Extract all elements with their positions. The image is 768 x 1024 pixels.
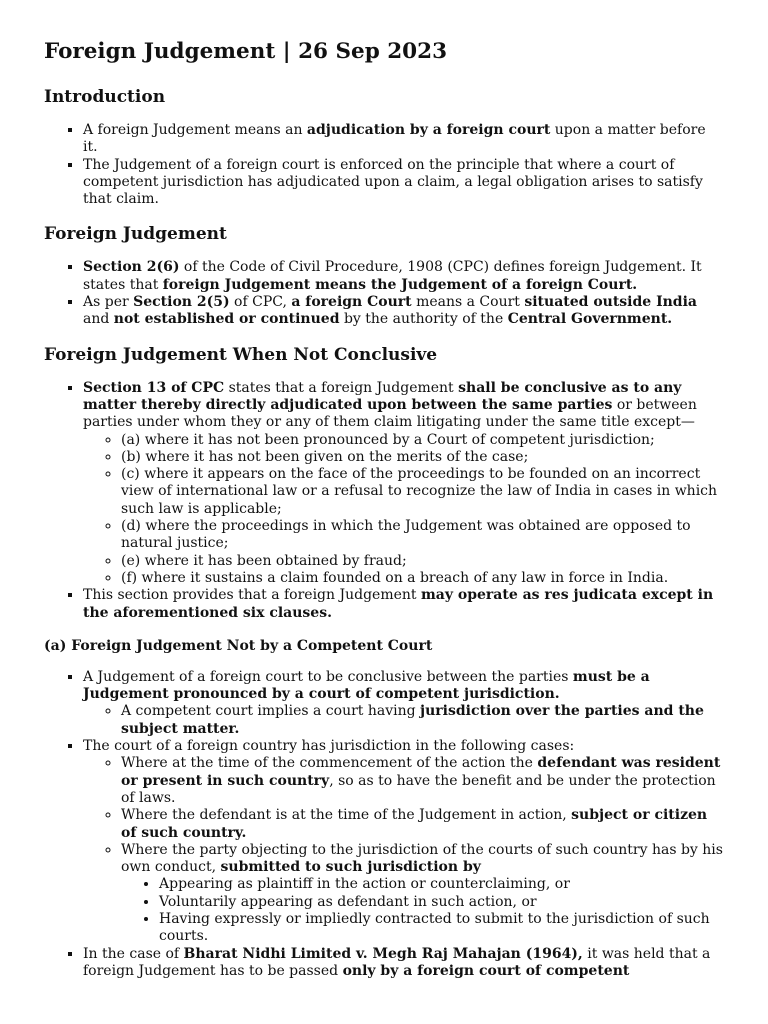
list-item (83, 669, 724, 738)
text: In the case of (83, 945, 184, 962)
bold-text: not established or continued (113, 311, 340, 328)
sub-list (83, 755, 724, 945)
clause-item: ◦ (e) where it has been obtained by fraud; (121, 553, 724, 570)
list-item (83, 380, 724, 588)
text: means a Court (411, 294, 525, 311)
foreign-judgement-list (44, 259, 724, 328)
bold-text: Bharat Nidhi Limited v. Megh Raj Mahajan (1964), (183, 945, 583, 962)
bold-text: adjudication by a foreign court (306, 122, 551, 138)
text: A competent court implies a court having (121, 703, 421, 720)
list-item (83, 587, 724, 622)
text: of the Code of Civil Procedure, 1908 (CPC) defines foreign Judgement. It states that (83, 259, 702, 293)
introduction-list (44, 122, 724, 208)
text: Where the party objecting to the jurisdiction of the courts of such country has by his own conduct, (121, 841, 723, 876)
clause-item: ◦ (b) where it has not been given on the merits of the case; (121, 449, 724, 466)
competent-court-list (44, 669, 724, 980)
text: The court of a foreign country has jurisdiction in the following cases: (83, 738, 575, 755)
text: The Judgement of a foreign court is enforced on the principle that where a court of competent jurisdiction has adjudicated upon a claim, a legal obligation arises to satisfy that claim. (83, 156, 703, 208)
bold-text: may operate as res judicata except in the aforementioned six clauses. (83, 587, 714, 621)
bold-text: Section 13 of CPC (83, 379, 225, 396)
text: it was held that a foreign Judgement has to be passed (83, 945, 711, 979)
text: and (83, 311, 114, 328)
sub-sub-list-item: • Voluntarily appearing as defendant in such action, or (159, 894, 724, 911)
text: Where at the time of the commencement of the action the (121, 755, 538, 772)
bold-text: shall be conclusive as to any matter thereby directly adjudicated upon between the same parties (83, 379, 682, 413)
section-heading-foreign-judgement: Foreign Judgement (44, 224, 227, 245)
text: states that a foreign Judgement (224, 379, 459, 396)
bold-text: situated outside India (524, 294, 697, 311)
page-title: Foreign Judgement | 26 Sep 2023 (44, 39, 448, 64)
text: A foreign Judgement means an (83, 122, 307, 138)
text: This section provides that a foreign Judgement (83, 587, 421, 604)
bold-text: submitted to such jurisdiction by (220, 859, 481, 876)
sub-sub-list-item: • Having expressly or impliedly contracted to submit to the jurisdiction of such courts. (159, 911, 724, 946)
list-item (83, 738, 724, 946)
bold-text: jurisdiction over the parties and the subject matter. (121, 703, 704, 737)
text: by the authority of the (339, 311, 508, 328)
bold-text: Section 2(6) (83, 259, 180, 276)
clause-item: ◦ (a) where it has not been pronounced by a Court of competent jurisdiction; (121, 432, 724, 449)
list-item (83, 157, 724, 209)
sub-sub-list (121, 876, 724, 945)
text: of CPC, (229, 294, 292, 311)
bold-text: a foreign Court (291, 294, 412, 311)
list-item (83, 294, 724, 329)
bold-text: must be a Judgement pronounced by a court of competent jurisdiction. (83, 668, 650, 703)
text: upon a matter before it. (83, 122, 706, 156)
list-item (83, 122, 724, 157)
clause-item: ◦ (f) where it sustains a claim founded on a breach of any law in force in India. (121, 570, 724, 587)
section-heading-not-conclusive: Foreign Judgement When Not Conclusive (44, 344, 438, 365)
text: A Judgement of a foreign court to be conclusive between the parties (83, 668, 573, 685)
text: Where the defendant is at the time of the Judgement in action, (121, 807, 572, 824)
sub-list-item (121, 755, 724, 807)
bold-text: subject or citizen of such country. (121, 807, 708, 841)
sub-list (83, 703, 724, 738)
not-conclusive-list (44, 380, 724, 622)
sub-list-item (121, 842, 724, 946)
bold-text: foreign Judgement means the Judgement of a foreign Court. (162, 276, 638, 293)
clauses-list (83, 432, 724, 588)
text: or between parties under whom they or any of them claim litigating under the same title except— (83, 396, 697, 431)
text: As per (83, 294, 134, 311)
clause-item: ◦ (c) where it appears on the face of the proceedings to be founded on an incorrect view of international law or a refusal to recognize the law of India in cases in which such law is applicable; (121, 466, 724, 518)
sub-sub-list-item: • Appearing as plaintiff in the action or counterclaiming, or (159, 876, 724, 893)
bold-text: Central Government. (507, 311, 673, 328)
list-item (83, 946, 724, 981)
section-heading-introduction: Introduction (44, 87, 166, 107)
text: , so as to have the benefit and be under the protection of laws. (121, 772, 716, 806)
bold-text: only by a foreign court of competent (342, 962, 630, 979)
subsection-heading-competent-court: (a) Foreign Judgement Not by a Competent Court (44, 637, 433, 654)
bold-text: defendant was resident or present in such country (121, 755, 721, 789)
sub-list-item (121, 807, 724, 842)
list-item (83, 259, 724, 294)
bold-text: Section 2(5) (133, 294, 230, 311)
clause-item: ◦ (d) where the proceedings in which the Judgement was obtained are opposed to natural justice; (121, 518, 724, 553)
sub-list-item (121, 703, 724, 738)
